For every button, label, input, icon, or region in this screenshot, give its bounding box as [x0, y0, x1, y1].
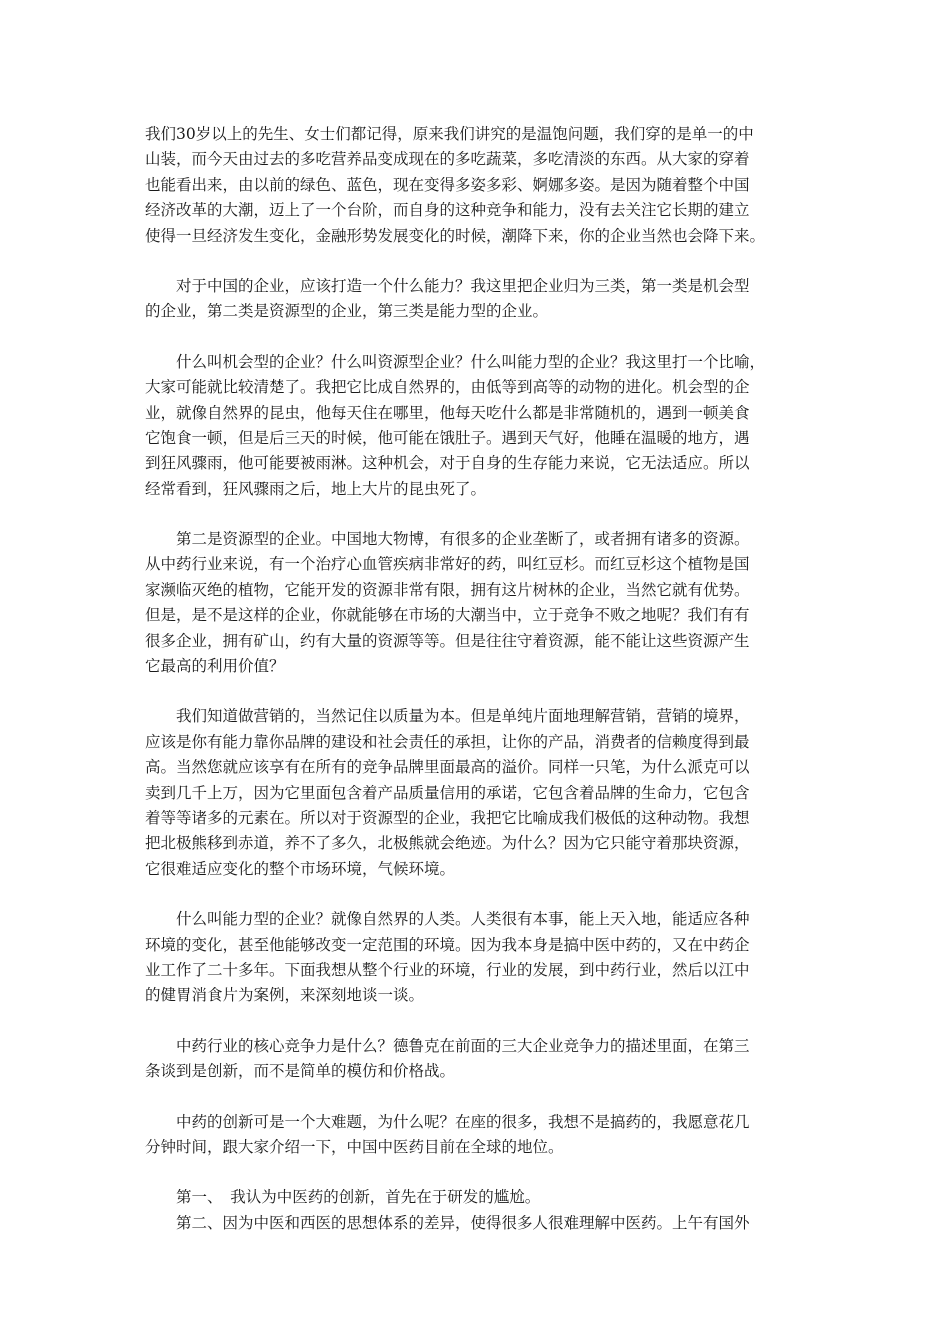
text-line: 第二、因为中医和西医的思想体系的差异，使得很多人很难理解中医药。上午有国外 — [145, 1213, 750, 1232]
paragraph-1 — [145, 122, 825, 249]
text-line: 我们30岁以上的先生、女士们都记得，原来我们讲究的是温饱问题，我们穿的是单一的中 — [145, 125, 754, 143]
paragraph-6 — [145, 907, 825, 1009]
paragraph-4 — [145, 527, 825, 679]
text-line: 业工作了二十多年。下面我想从整个行业的环境，行业的发展，到中药行业，然后以江中 — [145, 960, 750, 979]
text-line: 着等等诸多的元素在。所以对于资源型的企业，我把它比喻成我们极低的这种动物。我想 — [145, 808, 750, 827]
text-line: 经济改革的大潮，迈上了一个台阶，而自身的这种竞争和能力，没有去关注它长期的建立 — [145, 201, 750, 220]
paragraph-5 — [145, 704, 825, 882]
text-line: 第一、 我认为中医药的创新，首先在于研发的尴尬。 — [145, 1188, 541, 1207]
text-line: 它饱食一顿，但是后三天的时候，他可能在饿肚子。遇到天气好，他睡在温暖的地方，遇 — [145, 428, 750, 447]
text-line: 很多企业，拥有矿山，约有大量的资源等等。但是往往守着资源，能不能让这些资源产生 — [145, 631, 750, 650]
text-line: 经常看到，狂风骤雨之后，地上大片的昆虫死了。 — [145, 479, 487, 498]
text-line: 第二是资源型的企业。中国地大物博，有很多的企业垄断了，或者拥有诸多的资源。 — [145, 530, 750, 549]
paragraph-9 — [145, 1185, 825, 1236]
paragraph-2 — [145, 274, 825, 325]
text-line: 高。当然您就应该享有在所有的竞争品牌里面最高的溢价。同样一只笔，为什么派克可以 — [145, 758, 750, 777]
paragraph-8 — [145, 1110, 825, 1161]
text-line: 到狂风骤雨，他可能要被雨淋。这种机会，对于自身的生存能力来说，它无法适应。所以 — [145, 454, 750, 473]
text-line: 也能看出来，由以前的绿色、蓝色，现在变得多姿多彩、婀娜多姿。是因为随着整个中国 — [145, 175, 750, 194]
text-line: 它很难适应变化的整个市场环境，气候环境。 — [145, 859, 456, 878]
paragraph-7 — [145, 1034, 825, 1085]
text-line: 业，就像自然界的昆虫，他每天住在哪里，他每天吃什么都是非常随机的，遇到一顿美食 — [145, 403, 750, 422]
text-line: 从中药行业来说，有一个治疗心血管疾病非常好的药，叫红豆杉。而红豆杉这个植物是国 — [145, 555, 750, 574]
text-line: 卖到几千上万，因为它里面包含着产品质量信用的承诺，它包含着品牌的生命力，它包含 — [145, 783, 750, 802]
text-line: 的健胃消食片为案例，来深刻地谈一谈。 — [145, 986, 425, 1005]
text-line: 分钟时间，跟大家介绍一下，中国中医药目前在全球的地位。 — [145, 1137, 564, 1156]
text-line: 家濒临灭绝的植物，它能开发的资源非常有限，拥有这片树林的企业，当然它就有优势。 — [145, 580, 750, 599]
text-line: 应该是你有能力靠你品牌的建设和社会责任的承担，让你的产品，消费者的信赖度得到最 — [145, 732, 750, 751]
text-line: 环境的变化，甚至他能够改变一定范围的环境。因为我本身是搞中医中药的，又在中药企 — [145, 935, 750, 954]
text-line: 但是，是不是这样的企业，你就能够在市场的大潮当中，立于竞争不败之地呢？我们有有 — [145, 606, 750, 625]
text-line: 我们知道做营销的，当然记住以质量为本。但是单纯片面地理解营销，营销的境界， — [145, 707, 750, 726]
text-line: 大家可能就比较清楚了。我把它比成自然界的，由低等到高等的动物的进化。机会型的企 — [145, 378, 750, 397]
text-line: 山装，而今天由过去的多吃营养品变成现在的多吃蔬菜，多吃清淡的东西。从大家的穿着 — [145, 150, 750, 169]
text-line: 条谈到是创新，而不是简单的模仿和价格战。 — [145, 1062, 456, 1081]
text-line: 对于中国的企业，应该打造一个什么能力？我这里把企业归为三类，第一类是机会型 — [145, 276, 750, 295]
text-line: 它最高的利用价值？ — [145, 657, 285, 676]
text-line: 把北极熊移到赤道，养不了多久，北极熊就会绝迹。为什么？因为它只能守着那块资源， — [145, 834, 750, 853]
text-line: 什么叫机会型的企业？什么叫资源型企业？什么叫能力型的企业？我这里打一个比喻， — [145, 352, 766, 371]
text-line: 什么叫能力型的企业？就像自然界的人类。人类很有本事，能上天入地，能适应各种 — [145, 910, 750, 929]
document-page — [145, 122, 825, 1236]
text-line: 的企业，第二类是资源型的企业，第三类是能力型的企业。 — [145, 302, 549, 321]
paragraph-3 — [145, 350, 825, 502]
text-line: 使得一旦经济发生变化，金融形势发展变化的时候，潮降下来，你的企业当然也会降下来。 — [145, 226, 766, 245]
text-line: 中药的创新可是一个大难题，为什么呢？在座的很多，我想不是搞药的，我愿意花几 — [145, 1112, 750, 1131]
text-line: 中药行业的核心竞争力是什么？德鲁克在前面的三大企业竞争力的描述里面，在第三 — [145, 1036, 750, 1055]
